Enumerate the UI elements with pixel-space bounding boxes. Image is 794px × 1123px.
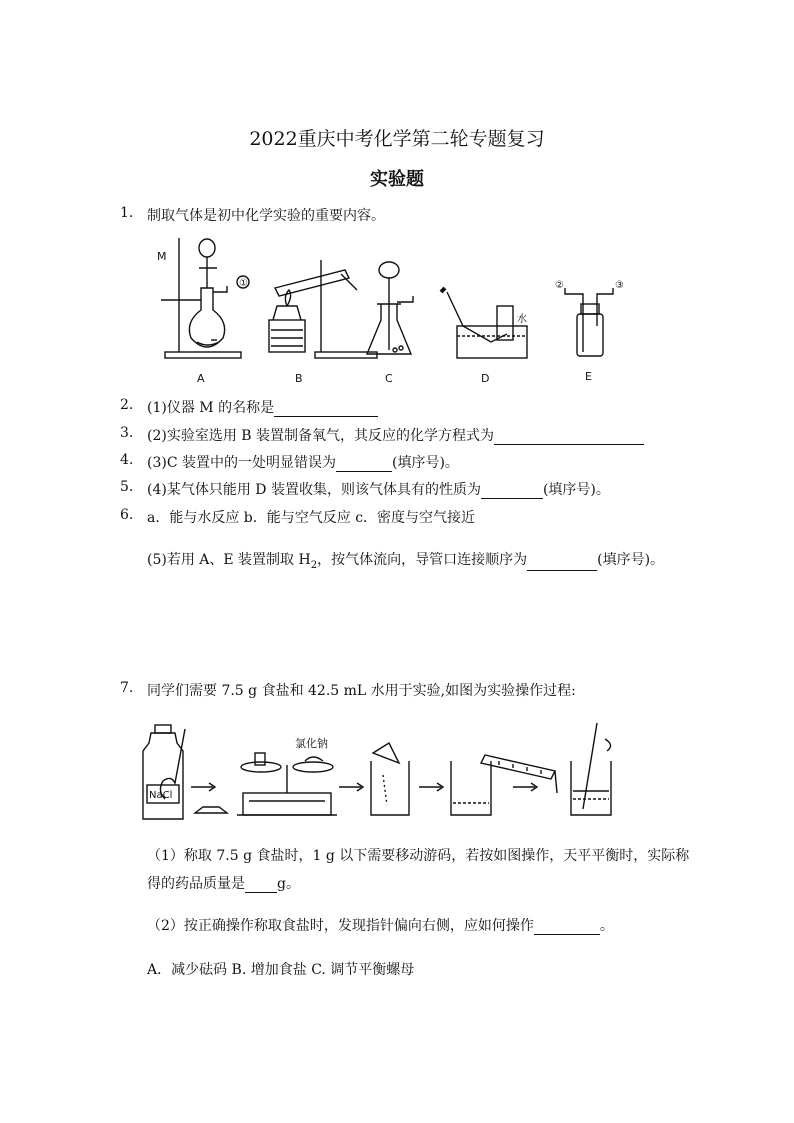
question-text: (4)某气体只能用 D 装置收集，则该气体具有的性质为: [147, 482, 481, 498]
label-A: A: [197, 372, 205, 385]
question-line: [147, 479, 610, 499]
question-suffix: 。: [599, 918, 614, 934]
question-line: [147, 425, 644, 445]
page-subtitle: 实验题: [370, 169, 424, 190]
label-port-2: ②: [555, 280, 564, 291]
question-text: (2)实验室选用 B 装置制备氧气，其反应的化学方程式为: [147, 428, 495, 444]
label-E: E: [585, 370, 592, 383]
question-number: 7.: [120, 680, 134, 696]
question-suffix: (填序号)。: [597, 552, 665, 568]
question-text: 制取气体是初中化学实验的重要内容。: [147, 208, 385, 224]
question-suffix: (填序号)。: [542, 482, 610, 498]
question-text: 同学们需要 7.5 g 食盐和 42.5 mL 水用于实验,如图为实验操作过程:: [147, 683, 576, 699]
question-text: 得的药品质量是: [147, 876, 245, 892]
question-line: [147, 915, 614, 935]
label-sodium-chloride: 氯化钠: [295, 737, 328, 750]
question-number: 6.: [120, 507, 134, 523]
question-number: 2.: [120, 397, 134, 413]
label-B: B: [295, 372, 303, 385]
question-number: 3.: [120, 425, 134, 441]
answer-blank[interactable]: [527, 556, 597, 571]
question-text: ，按气体流向，导管口连接顺序为: [317, 552, 528, 568]
question-text: (1)仪器 M 的名称是: [147, 400, 275, 416]
question-line: [147, 397, 378, 417]
label-nacl: NaCl: [149, 790, 173, 801]
answer-blank[interactable]: [245, 878, 277, 893]
solution-preparation-figure: [135, 715, 645, 825]
answer-blank[interactable]: [274, 402, 378, 417]
question-suffix: g。: [277, 876, 300, 892]
options-text: A．减少砝码 B. 增加食盐 C. 调节平衡螺母: [147, 962, 415, 978]
question-text: (3)C 装置中的一处明显错误为: [147, 455, 336, 471]
question-number: 5.: [120, 479, 134, 495]
page-title: 2022重庆中考化学第二轮专题复习: [249, 128, 545, 150]
label-C: C: [385, 372, 393, 385]
subscript-2: 2: [310, 559, 318, 571]
question-number: 4.: [120, 452, 134, 468]
label-water: 水: [517, 314, 527, 325]
answer-blank[interactable]: [534, 920, 600, 935]
question-suffix: (填序号)。: [392, 455, 459, 471]
gas-apparatus-figure: [145, 230, 645, 390]
label-D: D: [481, 372, 490, 385]
question-line: [147, 549, 664, 571]
question-line: [147, 873, 300, 893]
label-port-1: ①: [239, 278, 248, 289]
question-text: （1）称取 7.5 g 食盐时，1 g 以下需要移动游码，若按如图操作，天平平衡时，实际称: [147, 848, 690, 864]
question-line: [147, 452, 459, 472]
answer-blank[interactable]: [336, 457, 392, 472]
label-M: M: [157, 250, 167, 263]
options-text: a．能与水反应 b．能与空气反应 c．密度与空气接近: [147, 510, 476, 526]
question-number: 1.: [120, 205, 134, 221]
question-text: (5)若用 A、E 装置制取 H: [147, 552, 311, 568]
answer-blank[interactable]: [481, 484, 543, 499]
question-text: （2）按正确操作称取食盐时，发现指针偏向右侧，应如何操作: [147, 918, 534, 934]
label-port-3: ③: [615, 280, 624, 291]
answer-blank[interactable]: [494, 430, 644, 445]
